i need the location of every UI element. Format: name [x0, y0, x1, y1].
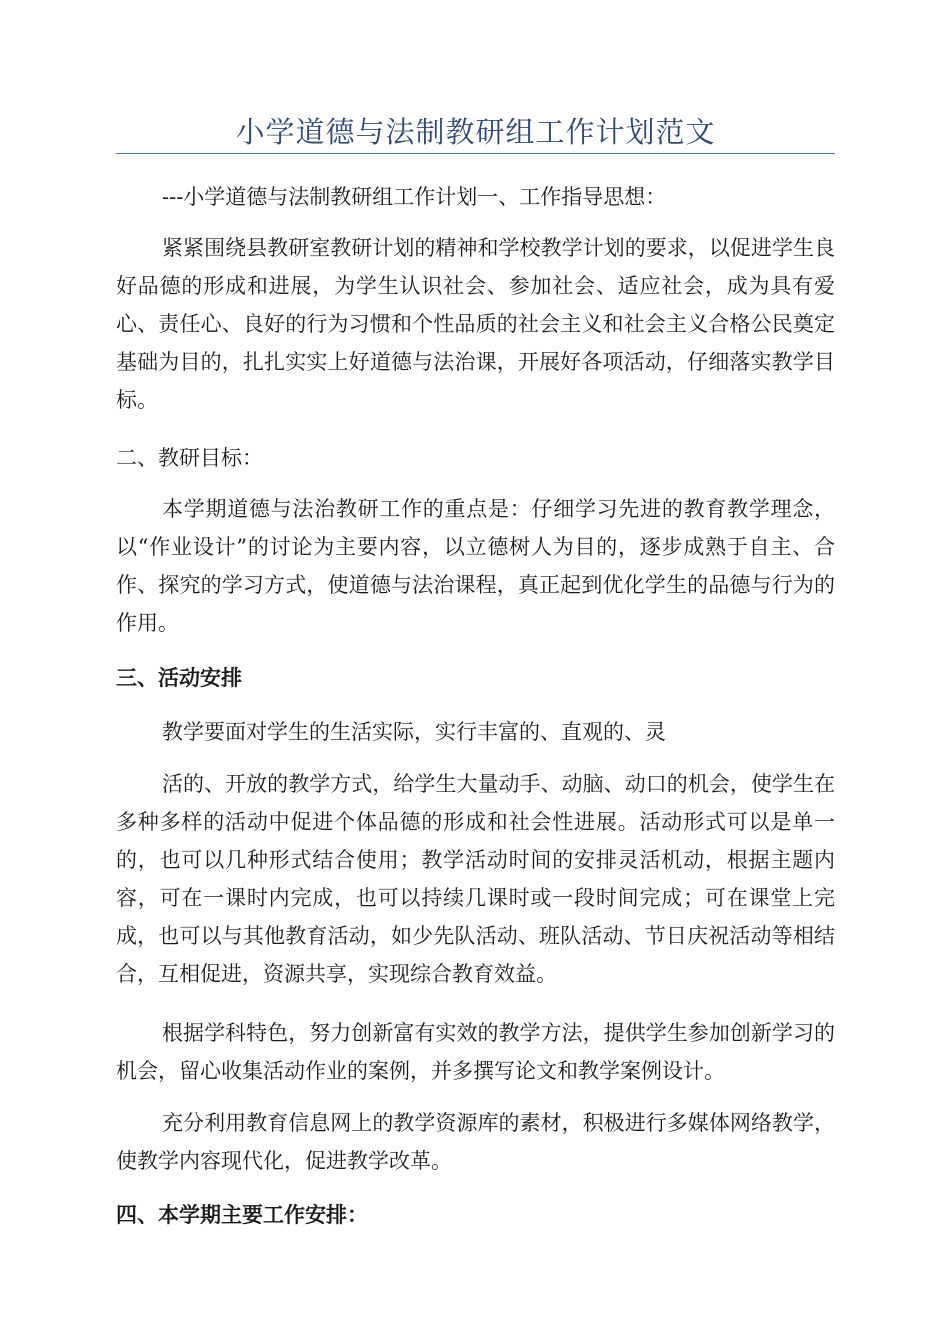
paragraph-multimedia-teaching: 充分利用教育信息网上的教学资源库的素材，积极进行多媒体网络教学，使教学内容现代化，促进教学改革。	[116, 1111, 835, 1173]
paragraph-guiding-thought: 紧紧围绕县教研室教研计划的精神和学校教学计划的要求，以促进学生良好品德的形成和进展，为学生认识社会、参加社会、适应社会，成为具有爱心、责任心、良好的行为习惯和个性品质的社会主义和社会主义合格公民奠定基础为目的，扎扎实实上好道德与法治课，开展好各项活动，仔细落实教学目标。	[116, 236, 835, 412]
heading-activity-arrangement: 三、活动安排	[116, 665, 242, 690]
document-title: 小学道德与法制教研组工作计划范文	[235, 115, 716, 149]
paragraph-teaching-innovation: 根据学科特色，努力创新富有实效的教学方法，提供学生参加创新学习的机会，留心收集活动作业的案例，并多撰写论文和教学案例设计。	[116, 1021, 835, 1083]
heading-main-work-schedule: 四、本学期主要工作安排：	[116, 1202, 368, 1227]
heading-research-goals: 二、教研目标：	[116, 446, 263, 470]
title-underline	[116, 153, 835, 154]
paragraph-activity-intro: 教学要面对学生的生活实际，实行丰富的、直观的、灵	[162, 720, 666, 744]
paragraph-research-goals: 本学期道德与法治教研工作的重点是：仔细学习先进的教育教学理念，以“作业设计”的讨论为主要内容，以立德树人为目的，逐步成熟于自主、合作、探究的学习方式，使道德与法治课程，真正起到优化学生的品德与行为的作用。	[116, 497, 835, 635]
paragraph-activity-methods: 活的、开放的教学方式，给学生大量动手、动脑、动口的机会，使学生在多种多样的活动中促进个体品德的形成和社会性进展。活动形式可以是单一的，也可以几种形式结合使用；教学活动时间的安排灵活机动，根据主题内容，可在一课时内完成，也可以持续几课时或一段时间完成；可在课堂上完成，也可以与其他教育活动，如少先队活动、班队活动、节日庆祝活动等相结合，互相促进，资源共享，实现综合教育效益。	[116, 772, 835, 986]
intro-line: ---小学道德与法制教研组工作计划一、工作指导思想：	[162, 185, 667, 209]
